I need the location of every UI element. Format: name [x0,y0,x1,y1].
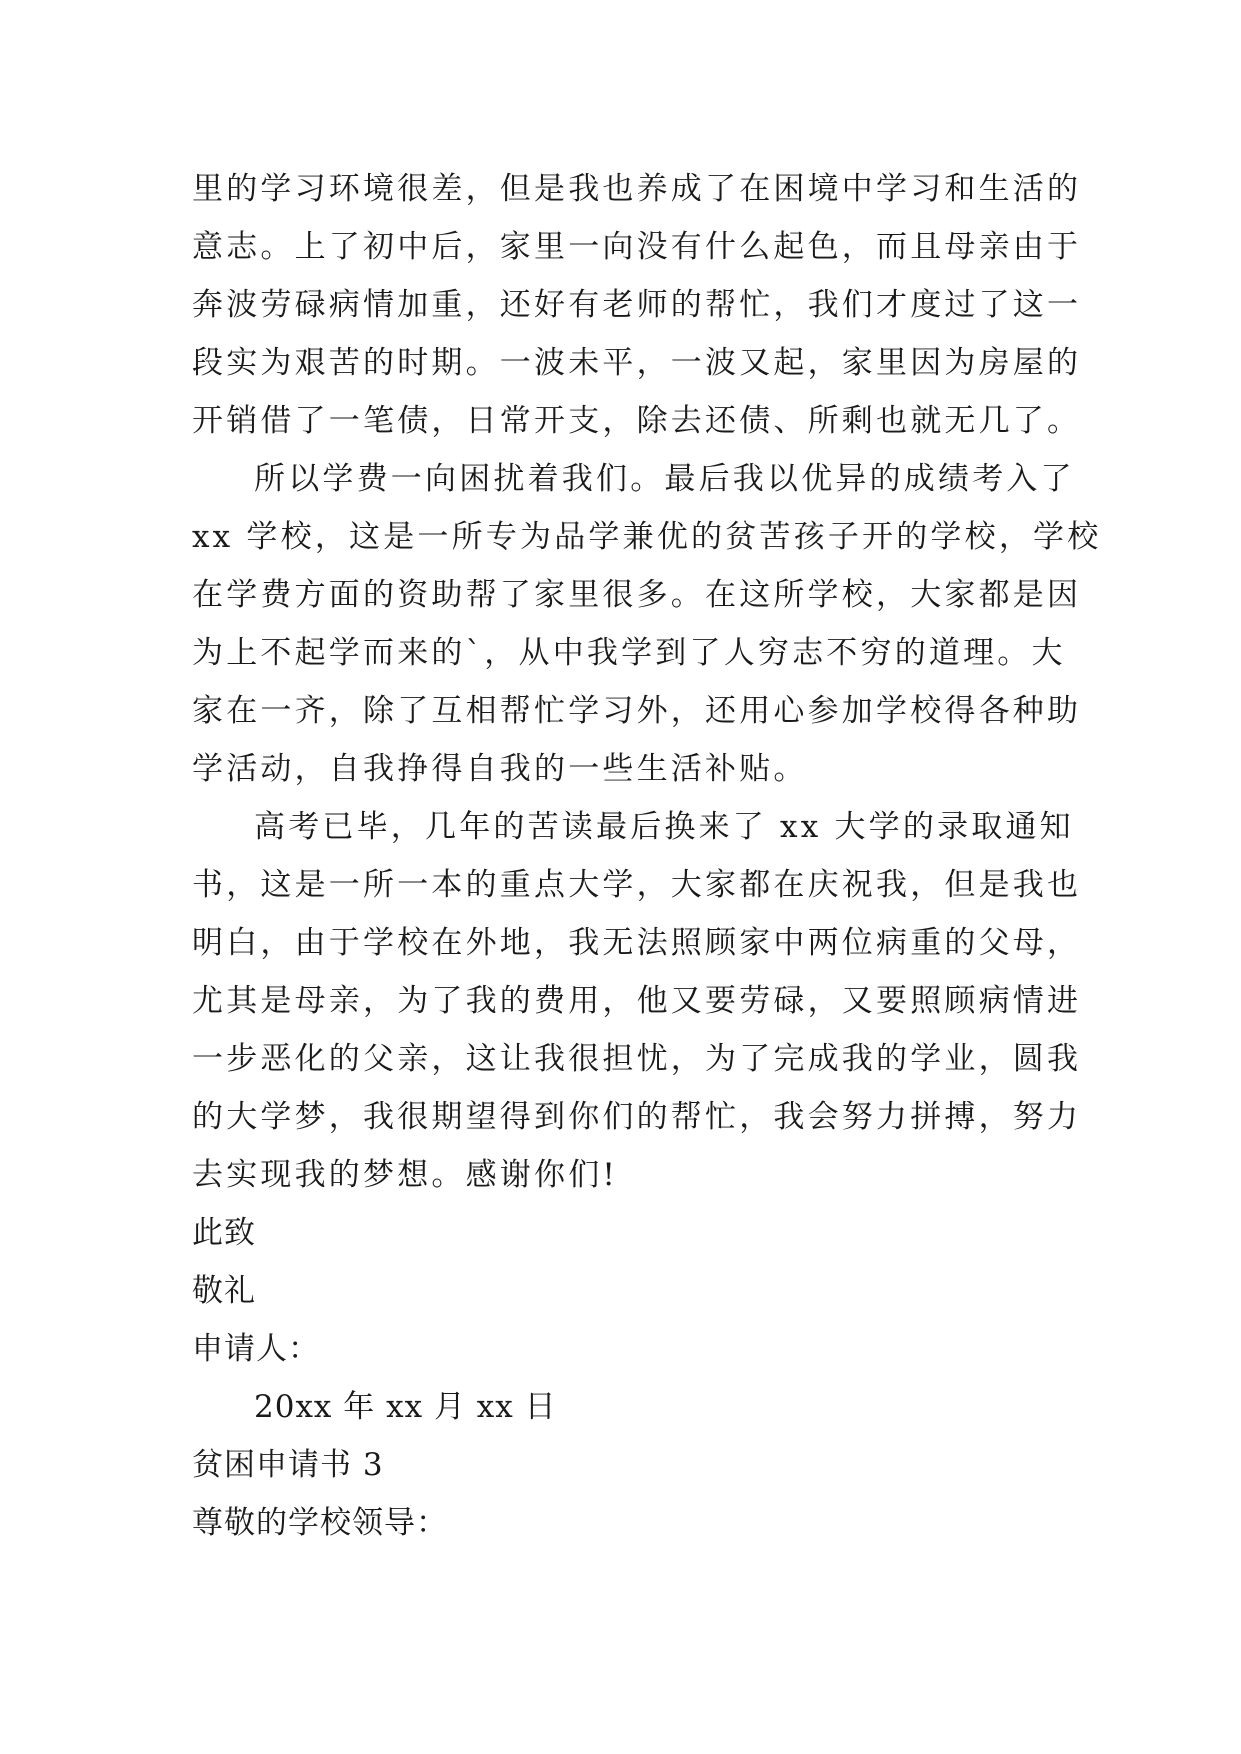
text-line: 学活动，自我挣得自我的一些生活补贴。 [192,751,808,787]
text-line: 家在一齐，除了互相帮忙学习外，还用心参加学校得各种助 [192,693,1082,729]
text-line: 意志。上了初中后，家里一向没有什么起色，而且母亲由于 [192,229,1082,265]
paragraph-2 [192,450,1102,798]
text-line: 里的学习环境很差，但是我也养成了在困境中学习和生活的 [192,171,1082,207]
text-line: 奔波劳碌病情加重，还好有老师的帮忙，我们才度过了这一 [192,287,1082,323]
text-line: xx 学校，这是一所专为品学兼优的贫苦孩子开的学校，学校 [192,519,1102,555]
document-page [192,160,1102,1552]
text-line: 段实为艰苦的时期。一波未平，一波又起，家里因为房屋的 [192,345,1082,381]
text-line: 的大学梦，我很期望得到你们的帮忙，我会努力拼搏，努力 [192,1099,1082,1135]
paragraph-3 [192,798,1082,1204]
text-line: 明白，由于学校在外地，我无法照顾家中两位病重的父母， [192,925,1082,961]
text-line: 去实现我的梦想。感谢你们! [192,1157,619,1193]
closing-salutation-1: 此致 [192,1215,256,1251]
date-line: 20xx 年 xx 月 xx 日 [254,1389,557,1425]
text-line: 在学费方面的资助帮了家里很多。在这所学校，大家都是因 [192,577,1082,613]
section-title: 贫困申请书 3 [192,1447,384,1483]
text-line: 所以学费一向困扰着我们。最后我以优异的成绩考入了 [254,461,1075,497]
text-line: 书，这是一所一本的重点大学，大家都在庆祝我，但是我也 [192,867,1082,903]
closing-salutation-2: 敬礼 [192,1273,256,1309]
text-line: 尤其是母亲，为了我的费用，他又要劳碌，又要照顾病情进 [192,983,1082,1019]
text-line: 高考已毕，几年的苦读最后换来了 xx 大学的录取通知 [254,809,1074,845]
text-line: 一步恶化的父亲，这让我很担忧，为了完成我的学业，圆我 [192,1041,1082,1077]
applicant-label: 申请人： [192,1331,320,1367]
text-line: 为上不起学而来的`，从中我学到了人穷志不穷的道理。大 [192,635,1066,671]
paragraph-1 [192,160,1082,450]
text-line: 开销借了一笔债，日常开支，除去还债、所剩也就无几了。 [192,403,1082,439]
greeting-line: 尊敬的学校领导： [192,1505,448,1541]
